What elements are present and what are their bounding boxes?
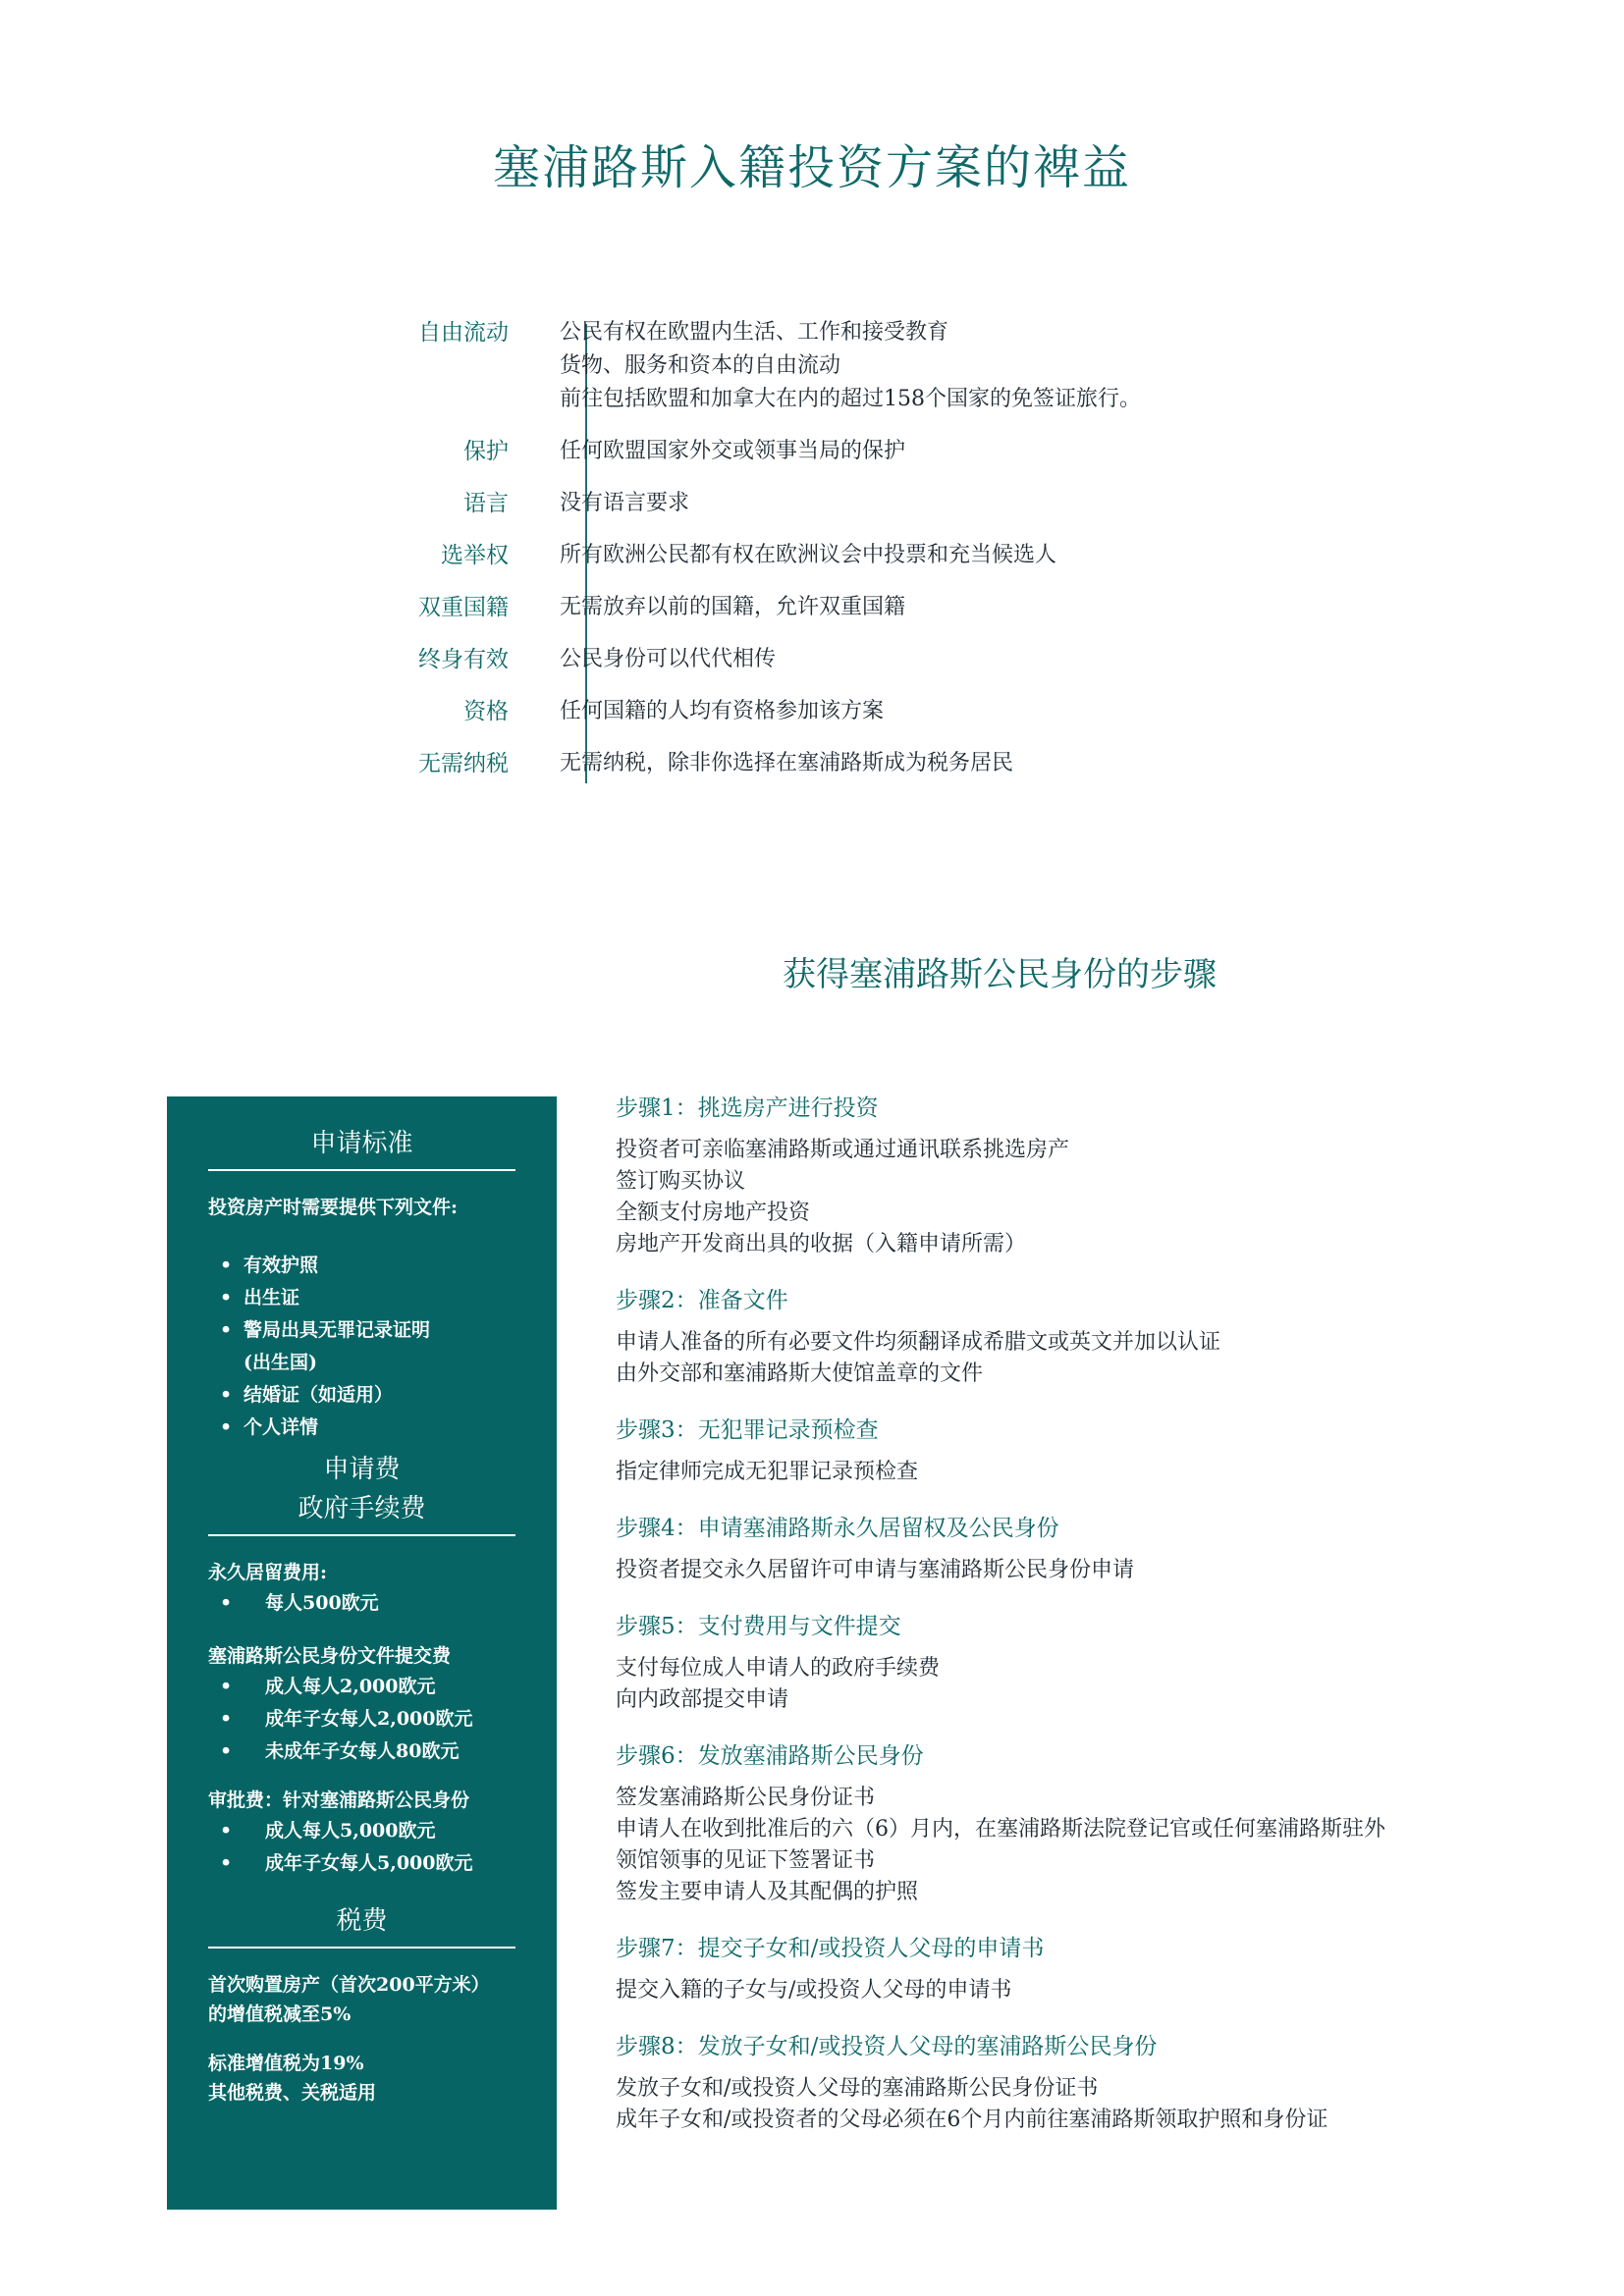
list-item	[220, 1379, 515, 1412]
benefit-text	[538, 539, 1056, 572]
step-line: 发放子女和/或投资人父母的塞浦路斯公民身份证书	[616, 2076, 1099, 2101]
step-block	[616, 1932, 1597, 2006]
list-item	[220, 1735, 515, 1768]
benefit-line: 无需纳税，除非你选择在塞浦路斯成为税务居民	[560, 751, 1014, 775]
step-line: 房地产开发商出具的收据（入籍申请所需）	[616, 1232, 1027, 1256]
step-title: 步骤5：支付费用与文件提交	[616, 1614, 901, 1639]
list-item	[220, 1412, 515, 1444]
fee-heading: 申请费	[323, 1455, 401, 1484]
step-line: 投资者提交永久居留许可申请与塞浦路斯公民身份申请	[616, 1558, 1135, 1582]
benefit-text	[538, 695, 884, 728]
divider	[208, 1534, 515, 1536]
list-item	[220, 1703, 515, 1735]
benefit-line: 任何欧盟国家外交或领事当局的保护	[560, 439, 906, 463]
benefit-label: 自由流动	[418, 320, 509, 346]
page-title: 塞浦路斯入籍投资方案的裨益	[492, 140, 1131, 195]
benefit-label: 语言	[463, 491, 509, 516]
step-block	[616, 1512, 1597, 1586]
tax-note-standard	[208, 2049, 515, 2108]
step-line: 签订购买协议	[616, 1169, 746, 1194]
benefit-text	[538, 747, 1013, 780]
divider	[208, 1947, 515, 1949]
list-item-text: 个人详情	[244, 1416, 319, 1438]
step-line: 申请人在收到批准后的六（6）月内，在塞浦路斯法院登记官或任何塞浦路斯驻外	[616, 1817, 1385, 1842]
step-block	[616, 1739, 1597, 1908]
list-item-text: 成人每人5,000欧元	[265, 1820, 436, 1842]
step-line: 申请人准备的所有必要文件均须翻译成希腊文或英文并加以认证	[616, 1330, 1221, 1355]
permanent-fee-list	[208, 1587, 515, 1620]
list-item	[220, 1250, 515, 1282]
list-item	[220, 1671, 515, 1703]
bullet-icon: •	[220, 1384, 233, 1406]
steps-title: 获得塞浦路斯公民身份的步骤	[783, 955, 1217, 994]
benefit-line: 所有欧洲公民都有权在欧洲议会中投票和充当候选人	[560, 543, 1057, 567]
step-block	[616, 2030, 1597, 2136]
divider	[208, 1169, 515, 1171]
list-item-text: 警局出具无罪记录证明	[244, 1319, 431, 1341]
step-line: 指定律师完成无犯罪记录预检查	[616, 1460, 919, 1484]
benefit-text	[538, 487, 689, 520]
bullet-icon: •	[220, 1852, 233, 1874]
criteria-list	[208, 1250, 515, 1444]
step-line: 全额支付房地产投资	[616, 1201, 811, 1225]
bullet-icon: •	[220, 1416, 233, 1438]
benefit-line: 没有语言要求	[560, 491, 690, 515]
submission-fee-list	[208, 1671, 515, 1768]
step-block	[616, 1610, 1597, 1716]
requirements-sidebar	[167, 1096, 557, 2210]
list-item-text: 成年子女每人5,000欧元	[265, 1852, 473, 1874]
step-line: 提交入籍的子女与/或投资人父母的申请书	[616, 1978, 1012, 2002]
permanent-fee-label: 永久居留费用:	[208, 1562, 328, 1583]
list-item	[220, 1587, 515, 1620]
benefit-label: 保护	[463, 439, 509, 464]
step-line: 签发主要申请人及其配偶的护照	[616, 1880, 919, 1904]
list-item	[220, 1815, 515, 1847]
list-item-text: 成年子女每人2,000欧元	[265, 1708, 473, 1730]
list-item-text: (出生国)	[244, 1352, 317, 1373]
list-item-text: 成人每人2,000欧元	[265, 1676, 436, 1697]
benefit-label: 选举权	[441, 543, 509, 568]
benefit-line: 公民有权在欧盟内生活、工作和接受教育	[560, 320, 949, 345]
bullet-icon: •	[220, 1740, 233, 1762]
list-item-text: 每人500欧元	[265, 1592, 379, 1614]
list-item	[220, 1282, 515, 1314]
benefit-label: 无需纳税	[418, 751, 509, 776]
bullet-icon: •	[220, 1255, 233, 1276]
list-item-text: 出生证	[244, 1287, 300, 1308]
list-item-text: 未成年子女每人80欧元	[265, 1740, 460, 1762]
benefit-line: 任何国籍的人均有资格参加该方案	[560, 699, 885, 723]
step-line: 签发塞浦路斯公民身份证书	[616, 1786, 876, 1810]
approval-fee-list	[208, 1815, 515, 1880]
list-item	[220, 1314, 515, 1347]
benefit-label: 终身有效	[418, 647, 509, 672]
tax-line: 的增值税减至5%	[208, 2003, 352, 2025]
benefit-row	[373, 316, 1453, 416]
criteria-intro: 投资房产时需要提供下列文件:	[208, 1197, 459, 1218]
bullet-icon: •	[220, 1708, 233, 1730]
fee-subheading: 政府手续费	[298, 1494, 426, 1523]
bullet-icon: •	[220, 1287, 233, 1308]
step-line: 成年子女和/或投资者的父母必须在6个月内前往塞浦路斯领取护照和身份证	[616, 2108, 1328, 2132]
benefit-text	[538, 643, 776, 676]
step-block	[616, 1414, 1597, 1488]
step-title: 步骤6：发放塞浦路斯公民身份	[616, 1743, 924, 1769]
benefit-row	[373, 643, 1453, 676]
benefit-line: 货物、服务和资本的自由流动	[560, 353, 841, 378]
benefit-row	[373, 435, 1453, 468]
benefit-label: 双重国籍	[418, 595, 509, 620]
step-line: 投资者可亲临塞浦路斯或通过通讯联系挑选房产	[616, 1138, 1070, 1162]
bullet-icon: •	[220, 1319, 233, 1341]
step-title: 步骤8：发放子女和/或投资人父母的塞浦路斯公民身份	[616, 2034, 1158, 2059]
criteria-heading: 申请标准	[310, 1129, 413, 1158]
step-line: 领馆领事的见证下签署证书	[616, 1848, 876, 1873]
list-item	[220, 1847, 515, 1880]
bullet-icon	[220, 1347, 244, 1379]
benefit-text	[538, 591, 905, 624]
benefit-row	[373, 747, 1453, 780]
benefit-row	[373, 695, 1453, 728]
list-item-text: 结婚证（如适用）	[244, 1384, 394, 1406]
list-item	[220, 1347, 515, 1379]
list-item-text: 有效护照	[244, 1255, 319, 1276]
step-title: 步骤1：挑选房产进行投资	[616, 1095, 879, 1121]
benefit-line: 前往包括欧盟和加拿大在内的超过158个国家的免签证旅行。	[560, 387, 1141, 411]
step-line: 支付每位成人申请人的政府手续费	[616, 1656, 941, 1681]
benefit-row	[373, 539, 1453, 572]
benefit-text	[538, 316, 1141, 416]
benefit-row	[373, 591, 1453, 624]
step-line: 向内政部提交申请	[616, 1687, 789, 1712]
tax-heading: 税费	[336, 1906, 388, 1936]
step-title: 步骤7：提交子女和/或投资人父母的申请书	[616, 1936, 1045, 1961]
step-line: 由外交部和塞浦路斯大使馆盖章的文件	[616, 1362, 984, 1386]
tax-line: 标准增值税为19%	[208, 2053, 364, 2074]
benefit-row	[373, 487, 1453, 520]
benefit-text	[538, 435, 905, 468]
benefit-line: 公民身份可以代代相传	[560, 647, 777, 671]
tax-line: 首次购置房产（首次200平方米）	[208, 1974, 490, 1996]
step-title: 步骤2：准备文件	[616, 1288, 788, 1313]
approval-fee-label: 审批费：针对塞浦路斯公民身份	[208, 1789, 470, 1811]
bullet-icon: •	[220, 1820, 233, 1842]
steps-list	[616, 1092, 1597, 2160]
bullet-icon: •	[220, 1676, 233, 1697]
step-title: 步骤3：无犯罪记录预检查	[616, 1417, 879, 1443]
tax-note-reduced	[208, 1970, 515, 2029]
submission-fee-label: 塞浦路斯公民身份文件提交费	[208, 1645, 452, 1667]
benefit-label: 资格	[463, 699, 509, 724]
benefit-line: 无需放弃以前的国籍，允许双重国籍	[560, 595, 906, 619]
step-block	[616, 1092, 1597, 1260]
benefits-list	[373, 316, 1453, 799]
tax-line: 其他税费、关税适用	[208, 2082, 377, 2104]
step-block	[616, 1284, 1597, 1390]
step-title: 步骤4：申请塞浦路斯永久居留权及公民身份	[616, 1516, 1059, 1541]
bullet-icon: •	[220, 1592, 233, 1614]
